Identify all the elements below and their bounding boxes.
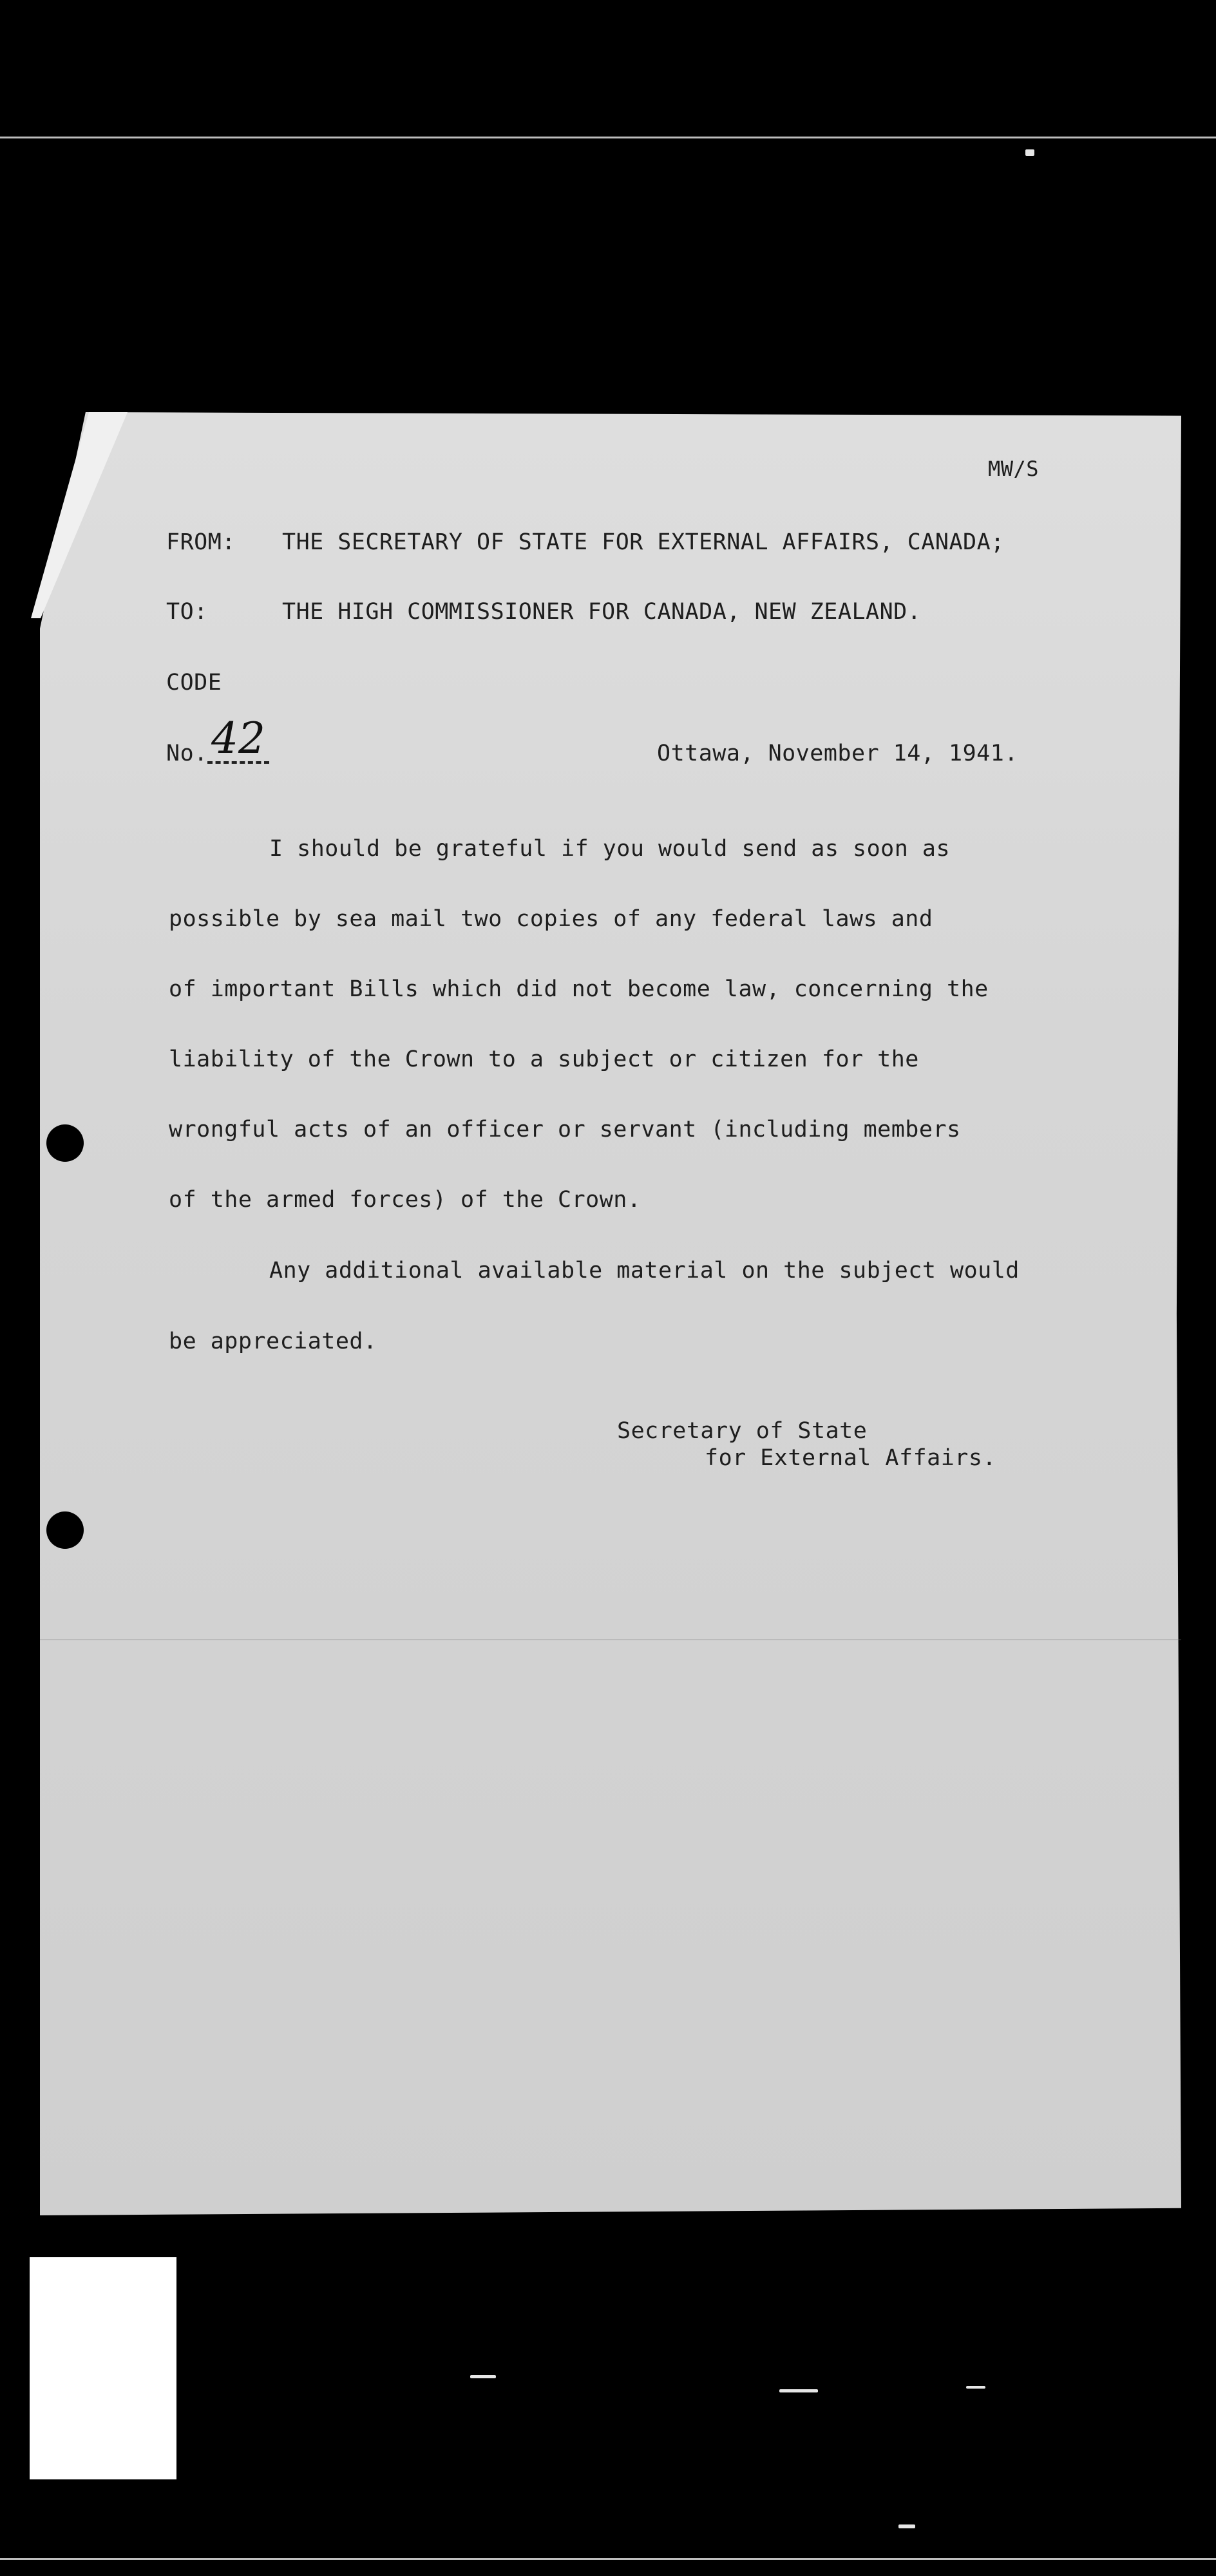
- body-line: possible by sea mail two copies of any federal laws and: [169, 906, 933, 932]
- handwritten-number: 42: [207, 716, 269, 764]
- body-line: I should be grateful if you would send as soon as: [269, 836, 951, 862]
- body-line: wrongful acts of an officer or servant (including members: [169, 1117, 961, 1142]
- body-line: Any additional available material on the subject would: [269, 1258, 1020, 1283]
- to-label: TO:: [166, 599, 208, 625]
- film-frame-top-edge: [0, 137, 1216, 138]
- to-value: THE HIGH COMMISSIONER FOR CANADA, NEW ZEALAND.: [282, 599, 922, 625]
- body-line: of the armed forces) of the Crown.: [169, 1187, 641, 1213]
- number-label: No.: [166, 741, 208, 766]
- page-crease: [40, 1639, 1181, 1640]
- from-label: FROM:: [166, 529, 236, 555]
- film-speck: [779, 2389, 818, 2392]
- punch-hole: [46, 1511, 84, 1549]
- signature-line: for External Affairs.: [705, 1445, 997, 1471]
- punch-hole: [46, 1124, 84, 1162]
- from-value: THE SECRETARY OF STATE FOR EXTERNAL AFFAIRS, CANADA;: [282, 529, 1005, 555]
- film-speck: [898, 2524, 915, 2528]
- signature-line: Secretary of State: [617, 1418, 868, 1444]
- body-line: liability of the Crown to a subject or citizen for the: [169, 1046, 919, 1072]
- code-label: CODE: [166, 670, 222, 696]
- film-frame-bottom-edge: [0, 2558, 1216, 2560]
- film-speck: [1025, 149, 1034, 156]
- film-label-blank: [30, 2257, 176, 2479]
- body-line: of important Bills which did not become law, concerning the: [169, 976, 989, 1002]
- body-line: be appreciated.: [169, 1329, 377, 1354]
- reference-initials: MW/S: [987, 457, 1039, 481]
- film-speck: [470, 2375, 496, 2378]
- place-date: Ottawa, November 14, 1941.: [657, 741, 1018, 766]
- film-speck: [966, 2386, 985, 2389]
